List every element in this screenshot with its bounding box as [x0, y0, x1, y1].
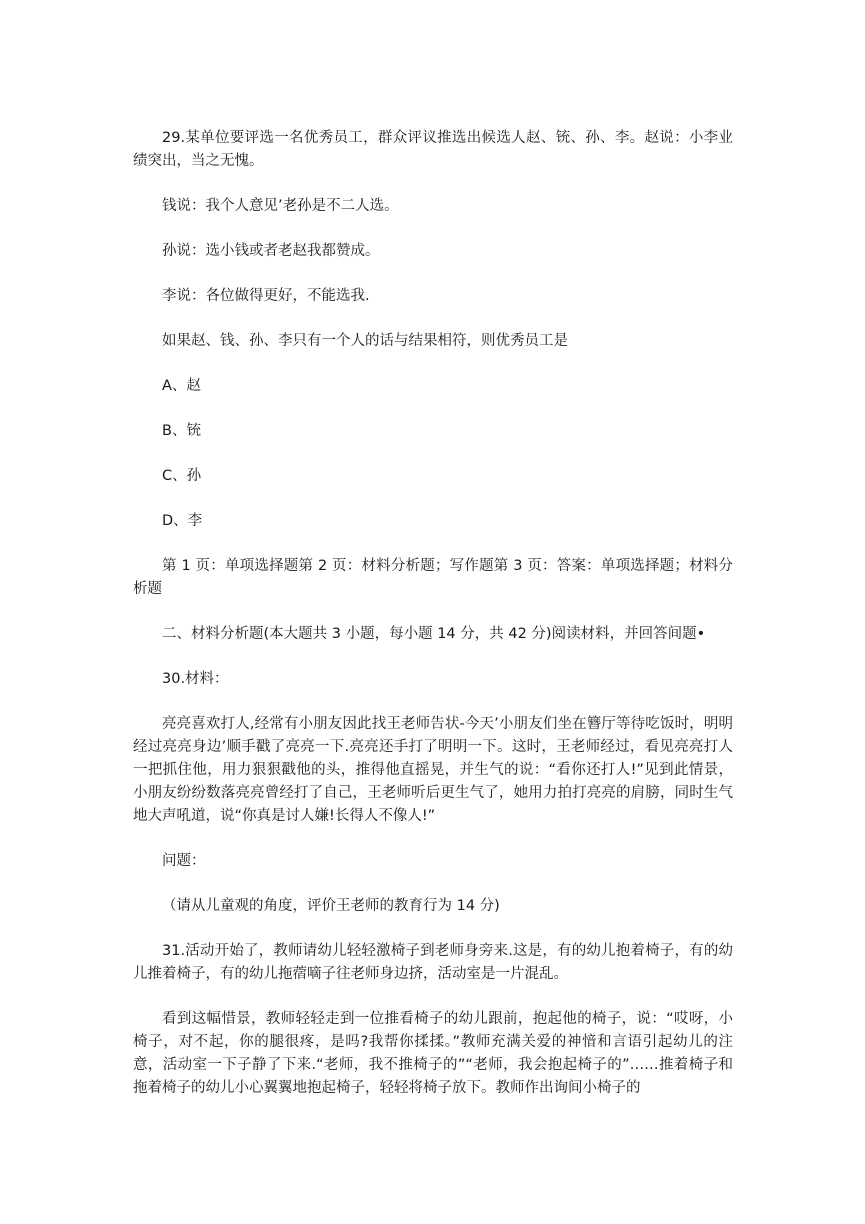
- question-31-stem: 31.活动开始了，教师请幼儿轻轻激椅子到老师身旁来.这是，有的幼儿抱着椅子，有的幼儿推着椅子，有的幼儿拖蓿嘀子往老师身边挤，活动室是一片混乱。: [133, 943, 733, 982]
- question-30-label: 30.材料：: [162, 671, 229, 687]
- statement-qian: 钱说：我个人意见’老孙是不二人选。: [162, 198, 399, 214]
- statement-sun: 孙说：选小钱或者老赵我都赞成。: [162, 243, 380, 259]
- option-b: B、铳: [162, 423, 201, 439]
- option-a: A、赵: [162, 378, 201, 394]
- statement-li: 李说：各位做得更好，不能选我.: [162, 288, 370, 304]
- question-30-problem: （请从儿童观的角度，评价王老师的教育行为 14 分): [162, 898, 500, 914]
- question-30-material: 亮亮喜欢打人,经常有小朋友因此找王老师告状-今天’小朋友们坐在簪厅等待吃饭时，明明经过亮亮身边’顺手戳了亮亮一下.亮亮还手打了明明一下。这时，王老师经过，看见亮亮打人一把抓住他，用力狠狠戳他的头，推得他直摇晃，并生气的说：“看你还打人!”见到此情景，小朋友纷纷数落亮亮曾经打了自己，王老师听后更生气了，她用力拍打亮亮的肩膀，同时生气地大声吼道，说“你真是讨人嫌!长得人不像人!”: [133, 716, 733, 824]
- question-30-problem-label: 问题：: [162, 853, 206, 869]
- question-31-continued: 看到这幅惜景，教师轻轻走到一位推看椅子的幼儿跟前，抱起他的椅子，说：“哎呀，小椅子，对不起，你的腿很疼，是吗?我帮你揉揉。”教师充满关爱的神愔和言语引起幼儿的注意，活动室一下子静了下来.“老师，我不推椅子的”“老师，我会抱起椅子的”……推着椅子和拖着椅子的幼儿小心翼翼地抱起椅子，轻轻将椅子放下。教师作出询间小椅子的: [133, 1011, 733, 1096]
- page-index-note: 第 1 页：单项选择题第 2 页：材料分析题；写作题第 3 页：答案：单项选择题；材料分析题: [133, 558, 733, 597]
- section-two-heading: 二、材料分析题(本大题共 3 小题，每小题 14 分，共 42 分)阅读材料，并回答间题•: [162, 626, 706, 642]
- option-d: D、李: [162, 513, 203, 529]
- document-page: [133, 127, 733, 1122]
- option-c: C、孙: [162, 468, 202, 484]
- question-29-prompt: 如果赵、钱、孙、李只有一个人的话与结果相符，则优秀员工是: [162, 333, 568, 349]
- question-29-stem: 29.某单位要评选一名优秀员工，群众评议推选出候选人赵、铳、孙、李。赵说：小李业绩突出，当之无愧。: [133, 130, 733, 169]
